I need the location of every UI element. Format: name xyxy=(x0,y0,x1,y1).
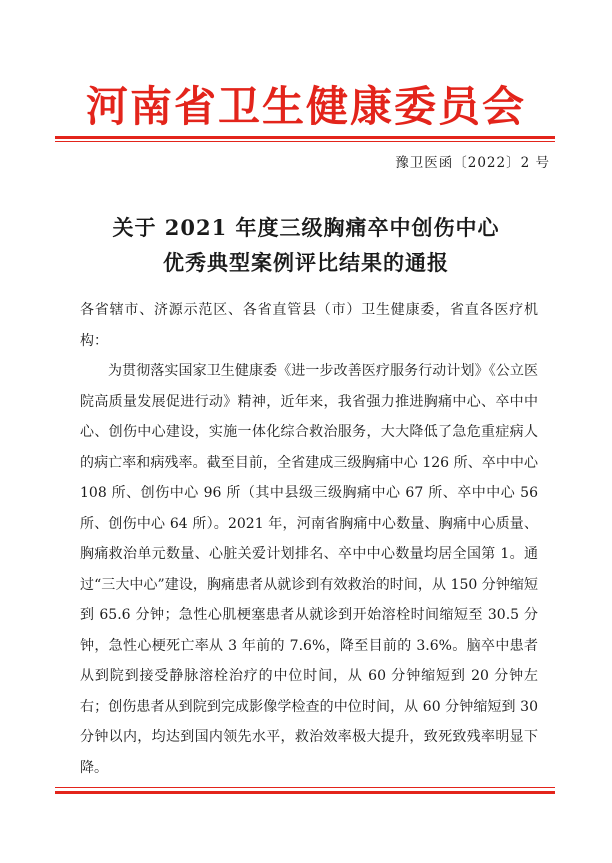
document-title-line-2: 优秀典型案例评比结果的通报 xyxy=(163,250,449,275)
footer-divider-thin xyxy=(55,787,555,788)
header-divider-thin xyxy=(55,141,555,142)
header-divider-thick xyxy=(55,136,555,139)
document-number: 豫卫医函〔2022〕2 号 xyxy=(395,155,550,171)
document-body xyxy=(80,295,538,783)
body-paragraph: 为贯彻落实国家卫生健康委《进一步改善医疗服务行动计划》《公立医院高质量发展促进行动》精神，近年来，我省强力推进胸痛中心、卒中中心、创伤中心建设，实施一体化综合救治服务，大大降低了急危重症病人的病亡率和病残率。截至目前，全省建成三级胸痛中心 126 所、卒中中心 108 所、创伤中心 96 所（其中县级三级胸痛中心 67 所、卒中中心 56 所、创伤中心 64 所）。2021 年，河南省胸痛中心数量、胸痛中心质量、胸痛救治单元数量、心脏关爱计划排名、卒中中心数量均居全国第 1。通过“三大中心”建设，胸痛患者从就诊到有效救治的时间，从 150 分钟缩短到 65.6 分钟；急性心肌梗塞患者从就诊到开始溶栓时间缩短至 30.5 分钟，急性心梗死亡率从 3 年前的 7.6%，降至目前的 3.6%。脑卒中患者从到院到接受静脉溶栓治疗的中位时间，从 60 分钟缩短到 20 分钟左右；创伤患者从到院到完成影像学检查的中位时间，从 60 分钟缩短到 30 分钟以内，均达到国内领先水平，救治效率极大提升，致死致残率明显下降。 xyxy=(80,363,538,776)
salutation: 各省辖市、济源示范区、各省直管县（市）卫生健康委，省直各医疗机构： xyxy=(80,302,538,349)
footer-divider-thick xyxy=(55,791,555,794)
issuer-header-title: 河南省卫生健康委员会 xyxy=(85,82,526,131)
document-title-line-1: 关于 2021 年度三级胸痛卒中创伤中心 xyxy=(112,215,500,240)
